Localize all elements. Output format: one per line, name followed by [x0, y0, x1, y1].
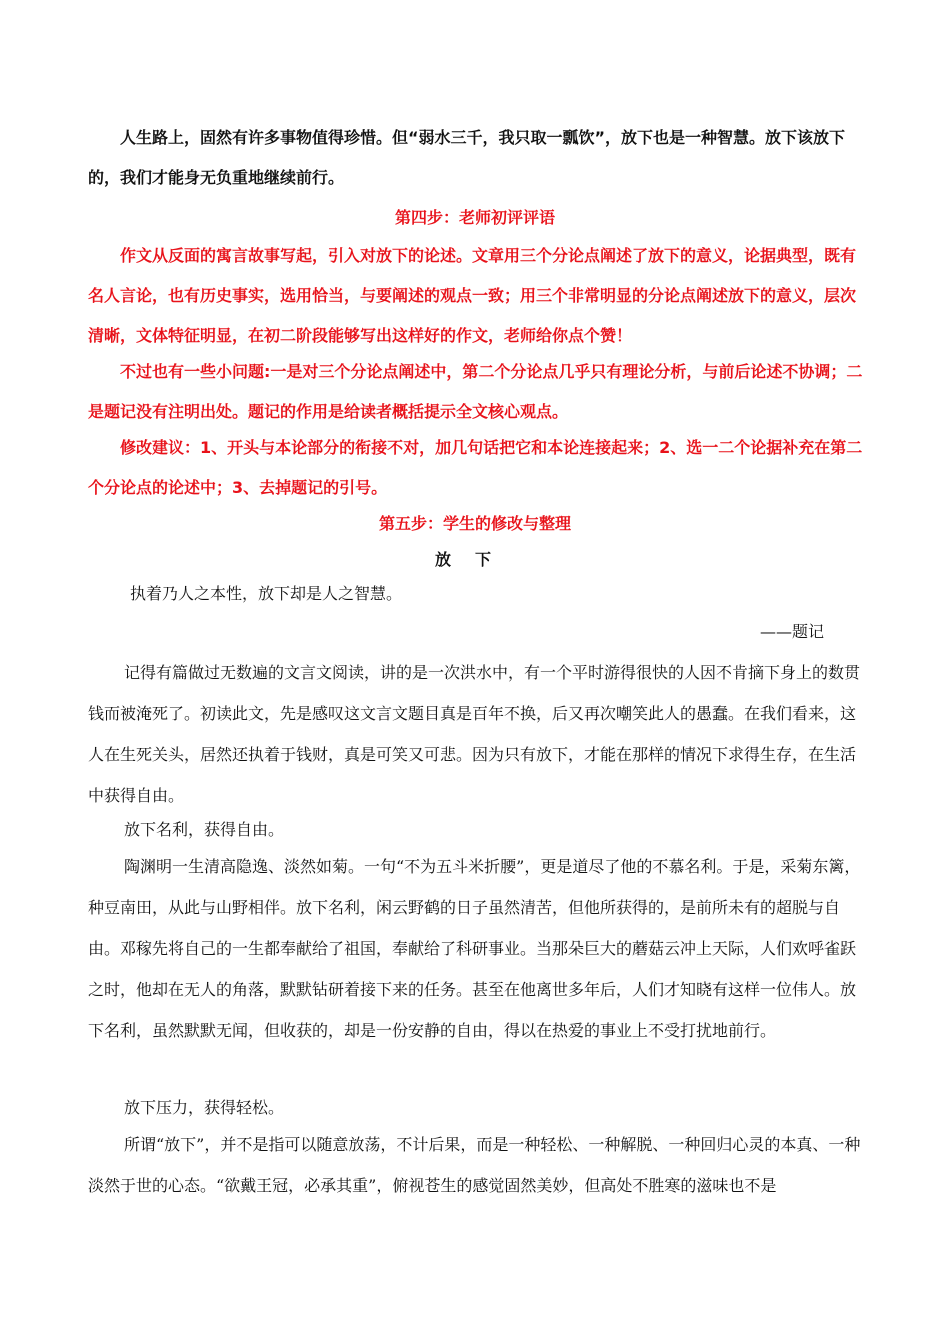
sub-point-1: 放下名利，获得自由。	[124, 820, 285, 839]
epigraph-source: ——题记	[760, 622, 825, 641]
epigraph: 执着乃人之本性，放下却是人之智慧。	[130, 584, 403, 603]
teacher-comment-paragraph-2: 不过也有一些小问题:一是对三个分论点阐述中，第二个分论点几乎只有理论分析，与前后论述不协调；二是题记没有注明出处。题记的作用是给读者概括提示全文核心观点。	[88, 362, 863, 421]
step4-heading: 第四步：老师初评评语	[394, 208, 555, 227]
step5-heading: 第五步：学生的修改与整理	[378, 514, 571, 533]
teacher-comment-paragraph-1: 作文从反面的寓言故事写起，引入对放下的论述。文章用三个分论点阐述了放下的意义，论据典型，既有名人言论，也有历史事实，选用恰当，与要阐述的观点一致；用三个非常明显的分论点阐述放下的意义，层次清晰，文体特征明显，在初二阶段能够写出这样好的作文，老师给你点个赞！	[88, 246, 857, 345]
essay-paragraph-1: 记得有篇做过无数遍的文言文阅读，讲的是一次洪水中，有一个平时游得很快的人因不肯摘下身上的数贯钱而被淹死了。初读此文，先是感叹这文言文题目真是百年不换，后又再次嘲笑此人的愚蠢。在我们看来，这人在生死关头，居然还执着于钱财，真是可笑又可悲。因为只有放下，才能在那样的情况下求得生存，在生活中获得自由。	[88, 663, 861, 805]
essay-paragraph-2: 陶渊明一生清高隐逸、淡然如菊。一句“不为五斗米折腰”，更是道尽了他的不慕名利。于是，采菊东篱，种豆南田，从此与山野相伴。放下名利，闲云野鹤的日子虽然清苦，但他所获得的，是前所未有的超脱与自由。邓稼先将自己的一生都奉献给了祖国，奉献给了科研事业。当那朵巨大的蘑菇云冲上天际，人们欢呼雀跃之时，他却在无人的角落，默默钻研着接下来的任务。甚至在他离世多年后，人们才知晓有这样一位伟人。放下名利，虽然默默无闻，但收获的，却是一份安静的自由，得以在热爱的事业上不受打扰地前行。	[88, 857, 861, 1040]
revision-suggestion-paragraph: 修改建议：1、开头与本论部分的衔接不对，加几句话把它和本论连接起来；2、选一二个论据补充在第二个分论点的论述中；3、去掉题记的引号。	[88, 438, 863, 497]
sub-point-2: 放下压力，获得轻松。	[124, 1098, 285, 1117]
essay-paragraph-3: 所谓“放下”，并不是指可以随意放荡，不计后果，而是一种轻松、一种解脱、一种回归心灵的本真、一种淡然于世的心态。“欲戴王冠，必承其重”，俯视苍生的感觉固然美妙，但高处不胜寒的滋味也不是	[88, 1135, 861, 1195]
essay-title: 放下	[434, 550, 515, 569]
intro-paragraph: 人生路上，固然有许多事物值得珍惜。但“弱水三千，我只取一瓢饮”，放下也是一种智慧。放下该放下的，我们才能身无负重地继续前行。	[88, 128, 846, 187]
